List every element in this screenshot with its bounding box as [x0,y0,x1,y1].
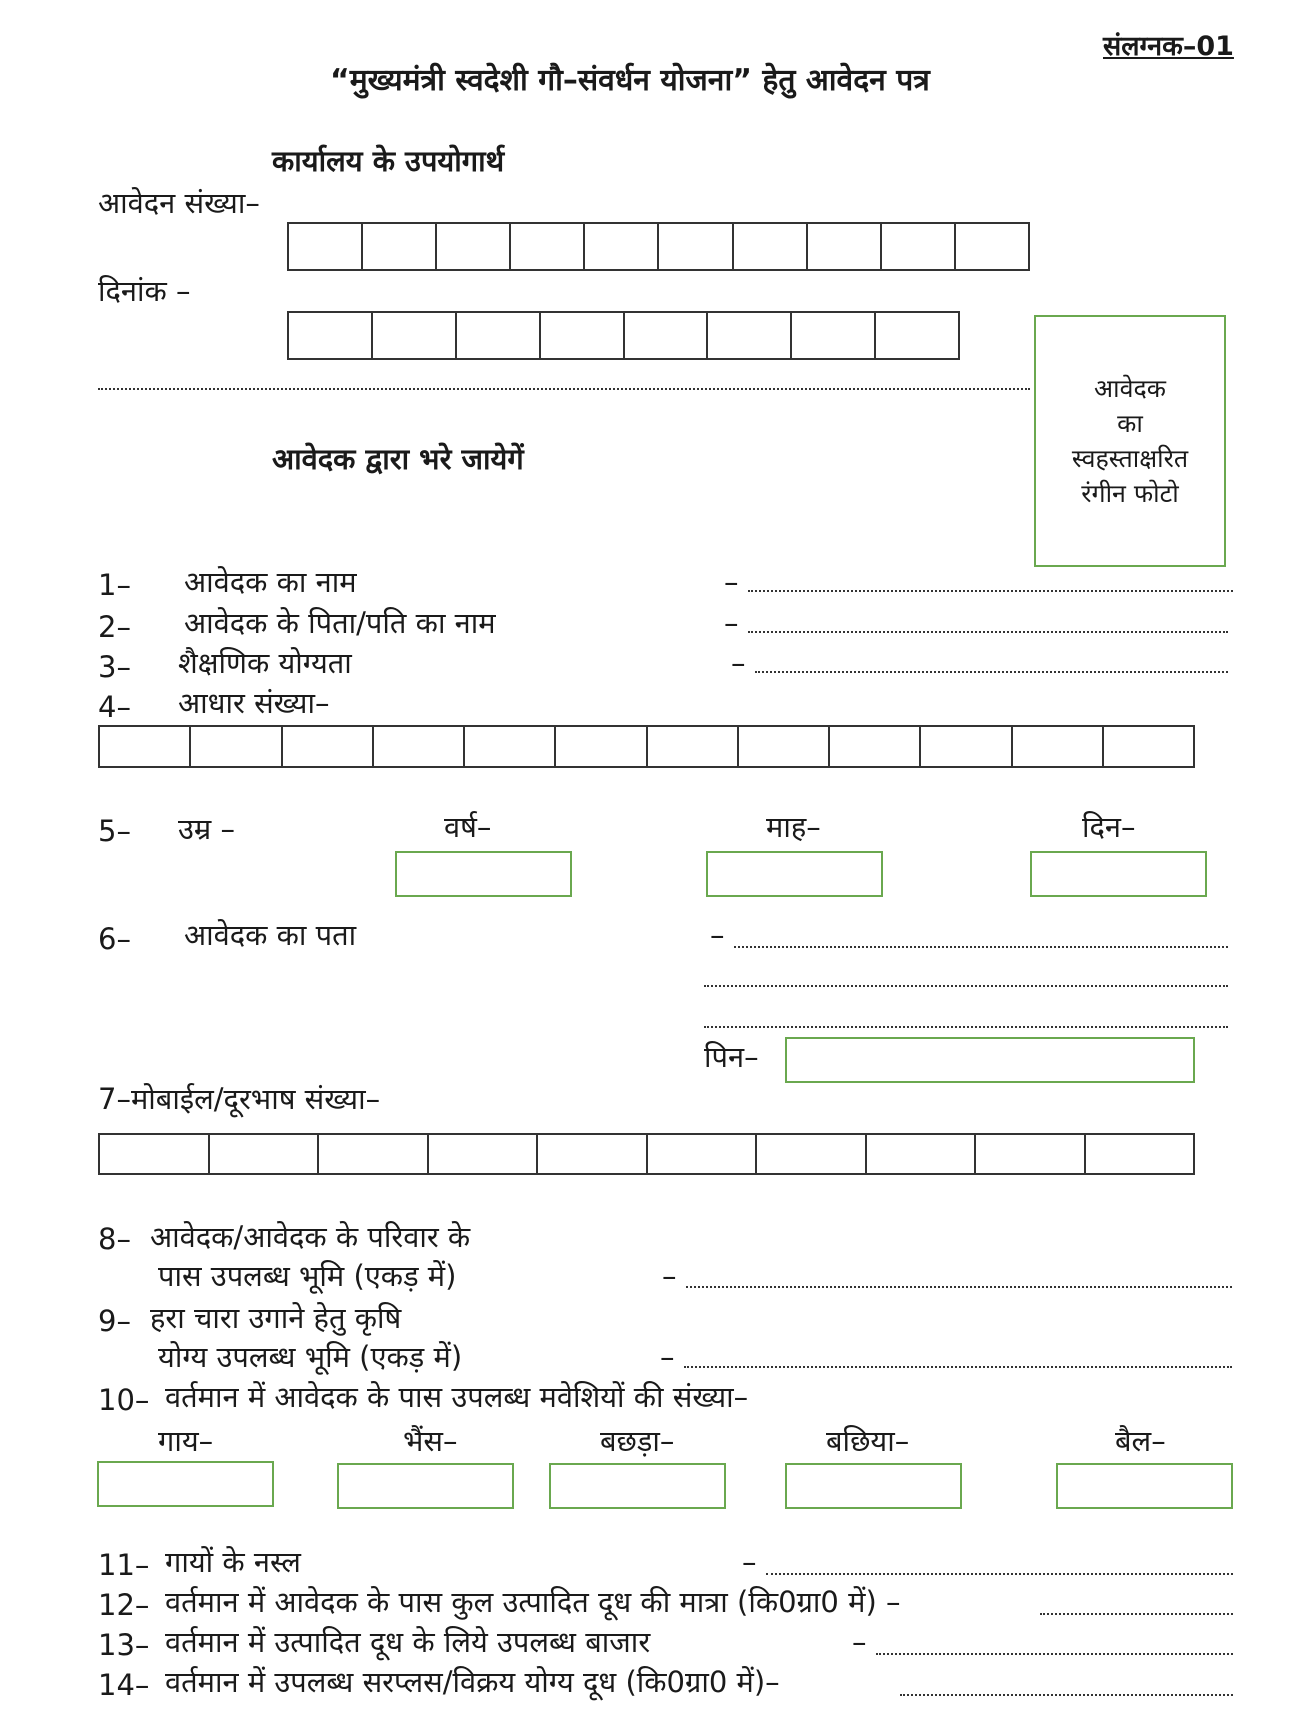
fodder-land-label-line1: हरा चारा उगाने हेतु कृषि [150,1301,402,1335]
field-number: 1– [98,568,131,602]
livestock-label: वर्तमान में आवेदक के पास उपलब्ध मवेशियों की संख्या– [165,1380,749,1414]
total-milk-line[interactable] [1040,1613,1233,1615]
total-milk-label: वर्तमान में आवेदक के पास कुल उत्पादित दूध की मात्रा (कि0ग्रा0 में) – [165,1585,901,1619]
digit-box[interactable] [429,1135,539,1173]
field-dash: – [852,1625,867,1659]
digit-box[interactable] [289,313,373,358]
age-label: उम्र – [178,812,235,846]
digit-box[interactable] [734,224,808,269]
field-number: 5– [98,814,131,848]
cow-breed-line[interactable] [766,1573,1233,1575]
field-number: 8– [98,1222,131,1256]
pin-label: पिन– [704,1040,759,1074]
digit-box[interactable] [437,224,511,269]
buffalo-label: भैंस– [403,1424,458,1458]
cow-breed-label: गायों के नस्ल [165,1545,301,1579]
digit-box[interactable] [100,727,191,766]
digit-box[interactable] [739,727,830,766]
fodder-land-line[interactable] [684,1366,1232,1368]
digit-box[interactable] [808,224,882,269]
digit-box[interactable] [648,727,739,766]
digit-box[interactable] [976,1135,1086,1173]
digit-box[interactable] [876,313,958,358]
photo-box[interactable] [1034,315,1226,567]
application-number-boxes[interactable] [287,222,1030,271]
field-number: 10– [98,1383,150,1417]
section-divider [98,388,1030,390]
digit-box[interactable] [792,313,876,358]
land-label-line1: आवेदक/आवेदक के परिवार के [150,1220,471,1254]
photo-line: आवेदक [1094,374,1166,403]
cow-label: गाय– [158,1424,214,1458]
digit-box[interactable] [191,727,282,766]
annexure-label: संलग्नक–01 [1103,31,1234,62]
application-number-label: आवेदन संख्या– [98,186,260,220]
field-number: 6– [98,922,131,956]
age-year-input[interactable] [395,851,572,897]
field-dash: – [731,646,746,680]
buffalo-count-input[interactable] [337,1463,514,1509]
land-area-line[interactable] [686,1286,1232,1288]
digit-box[interactable] [363,224,437,269]
digit-box[interactable] [373,313,457,358]
digit-box[interactable] [882,224,956,269]
digit-box[interactable] [556,727,647,766]
digit-box[interactable] [1013,727,1104,766]
land-label-line2: पास उपलब्ध भूमि (एकड़ में) [158,1259,457,1293]
date-boxes[interactable] [287,311,960,360]
father-husband-name-label: आवेदक के पिता/पति का नाम [184,606,496,640]
age-month-label: माह– [766,810,821,844]
digit-box[interactable] [830,727,921,766]
date-label: दिनांक – [98,274,191,308]
calf-female-count-input[interactable] [785,1463,962,1509]
aadhaar-label: आधार संख्या– [178,686,330,720]
digit-box[interactable] [465,727,556,766]
digit-box[interactable] [538,1135,648,1173]
photo-line: रंगीन फोटो [1081,479,1179,508]
address-line-1[interactable] [734,946,1228,948]
digit-box[interactable] [659,224,733,269]
milk-market-line[interactable] [876,1653,1233,1655]
photo-line: स्वहस्ताक्षरित [1071,444,1189,473]
digit-box[interactable] [956,224,1028,269]
digit-box[interactable] [374,727,465,766]
field-number: 9– [98,1304,131,1338]
page-title: “मुख्यमंत्री स्वदेशी गौ–संवर्धन योजना” हेतु आवेदन पत्र [330,63,930,98]
photo-line: का [1117,409,1143,438]
digit-box[interactable] [867,1135,977,1173]
applicant-name-line[interactable] [748,590,1233,592]
digit-box[interactable] [1086,1135,1194,1173]
calf-female-label: बछिया– [826,1424,910,1458]
digit-box[interactable] [648,1135,758,1173]
digit-box[interactable] [319,1135,429,1173]
digit-box[interactable] [1104,727,1193,766]
field-number: 4– [98,690,131,724]
mobile-label: 7–मोबाईल/दूरभाष संख्या– [98,1082,381,1116]
digit-box[interactable] [457,313,541,358]
field-dash: – [724,565,739,599]
calf-male-count-input[interactable] [549,1463,726,1509]
pin-input[interactable] [785,1037,1195,1083]
cow-count-input[interactable] [97,1461,274,1507]
age-day-input[interactable] [1030,851,1207,897]
field-number: 14– [98,1668,150,1702]
field-number: 12– [98,1588,150,1622]
field-dash: – [724,606,739,640]
digit-box[interactable] [585,224,659,269]
field-number: 3– [98,650,131,684]
field-dash: – [742,1545,757,1579]
digit-box[interactable] [289,224,363,269]
milk-market-label: वर्तमान में उत्पादित दूध के लिये उपलब्ध बाजार [165,1625,651,1659]
bull-count-input[interactable] [1056,1463,1233,1509]
qualification-label: शैक्षणिक योग्यता [178,646,352,680]
applicant-section-heading: आवेदक द्वारा भरे जायेगें [272,442,524,476]
digit-box[interactable] [511,224,585,269]
digit-box[interactable] [541,313,625,358]
applicant-name-label: आवेदक का नाम [184,565,357,599]
address-label: आवेदक का पता [184,918,357,952]
address-line-2[interactable] [704,985,1228,987]
surplus-milk-label: वर्तमान में उपलब्ध सरप्लस/विक्रय योग्य दूध (कि0ग्रा0 में)– [165,1665,780,1699]
bull-label: बैल– [1115,1424,1166,1458]
field-number: 2– [98,610,131,644]
calf-male-label: बछड़ा– [600,1424,675,1458]
field-number: 11– [98,1548,150,1582]
office-use-heading: कार्यालय के उपयोगार्थ [272,144,505,178]
surplus-milk-line[interactable] [900,1694,1233,1696]
age-year-label: वर्ष– [444,810,492,844]
aadhaar-boxes[interactable] [98,725,1195,768]
address-line-3[interactable] [704,1026,1228,1028]
age-month-input[interactable] [706,851,883,897]
digit-box[interactable] [625,313,709,358]
digit-box[interactable] [210,1135,320,1173]
digit-box[interactable] [757,1135,867,1173]
digit-box[interactable] [100,1135,210,1173]
qualification-line[interactable] [755,671,1228,673]
field-dash: – [710,918,725,952]
field-dash: – [662,1259,677,1293]
age-day-label: दिन– [1082,810,1136,844]
field-dash: – [660,1340,675,1374]
digit-box[interactable] [921,727,1012,766]
fodder-land-label-line2: योग्य उपलब्ध भूमि (एकड़ में) [158,1340,463,1374]
digit-box[interactable] [283,727,374,766]
field-number: 13– [98,1628,150,1662]
father-husband-name-line[interactable] [748,631,1228,633]
mobile-boxes[interactable] [98,1133,1195,1175]
digit-box[interactable] [708,313,792,358]
